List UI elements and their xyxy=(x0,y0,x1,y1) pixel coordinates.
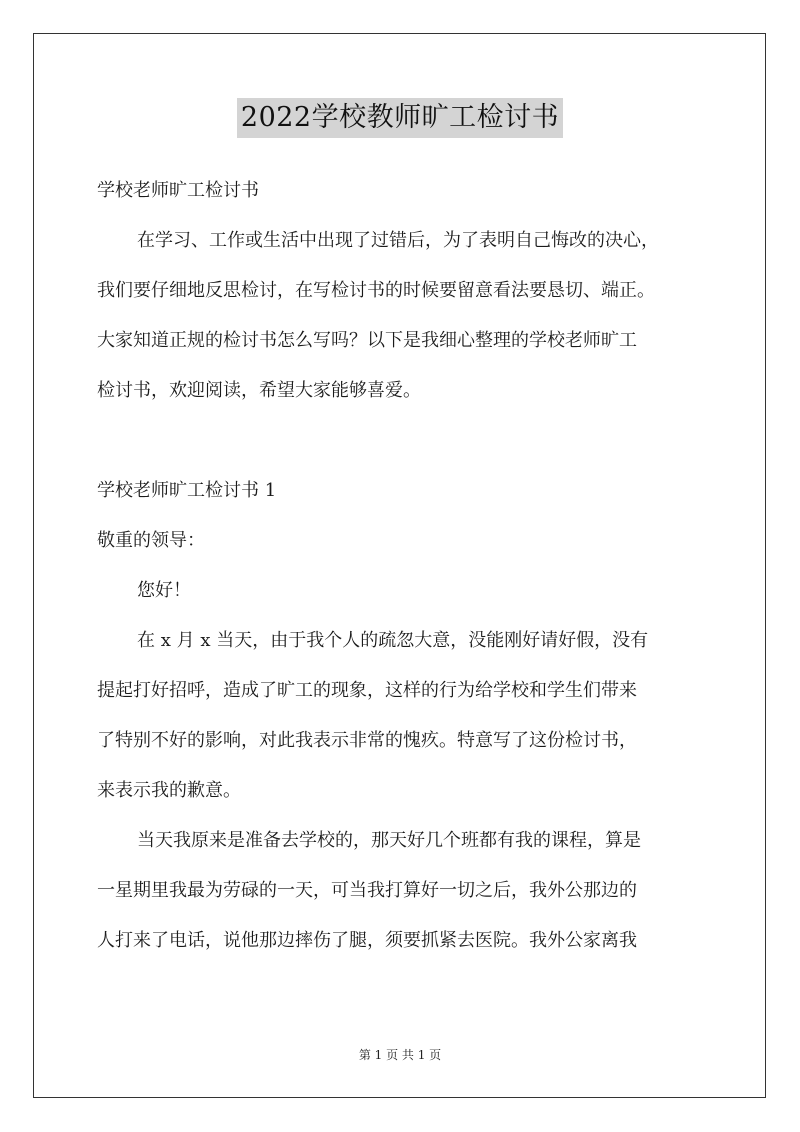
document-body xyxy=(97,166,722,966)
paragraph-line: 来表示我的歉意。 xyxy=(97,780,241,801)
paragraph-line: 大家知道正规的检讨书怎么写吗？以下是我细心整理的学校老师旷工 xyxy=(97,330,637,351)
salutation: 敬重的领导： xyxy=(97,530,205,551)
paragraph-line: 在学习、工作或生活中出现了过错后，为了表明自己悔改的决心， xyxy=(137,230,659,251)
paragraph-line: 一星期里我最为劳碌的一天，可当我打算好一切之后，我外公那边的 xyxy=(97,880,637,901)
spacer xyxy=(97,416,722,466)
paragraph-line: 提起打好招呼，造成了旷工的现象，这样的行为给学校和学生们带来 xyxy=(97,680,637,701)
page-footer: 第 1 页 共 1 页 xyxy=(358,1048,442,1062)
paragraph-line: 检讨书，欢迎阅读，希望大家能够喜爱。 xyxy=(97,380,421,401)
greeting: 您好！ xyxy=(137,580,191,601)
section-heading: 学校老师旷工检讨书 1 xyxy=(97,480,277,501)
paragraph-line: 了特别不好的影响，对此我表示非常的愧疚。特意写了这份检讨书， xyxy=(97,730,637,751)
paragraph-line: 在 x 月 x 当天，由于我个人的疏忽大意，没能刚好请好假，没有 xyxy=(137,630,649,651)
paragraph-line: 当天我原来是准备去学校的，那天好几个班都有我的课程，算是 xyxy=(137,830,641,851)
body-paragraph-2 xyxy=(97,816,722,966)
intro-heading: 学校老师旷工检讨书 xyxy=(97,180,259,201)
document-title: 2022学校教师旷工检讨书 xyxy=(237,98,563,138)
paragraph-line: 人打来了电话，说他那边摔伤了腿，须要抓紧去医院。我外公家离我 xyxy=(97,930,637,951)
body-paragraph-1 xyxy=(97,616,722,816)
intro-paragraph xyxy=(97,216,722,416)
paragraph-line: 我们要仔细地反思检讨，在写检讨书的时候要留意看法要恳切、端正。 xyxy=(97,280,655,301)
title-container xyxy=(0,98,800,138)
